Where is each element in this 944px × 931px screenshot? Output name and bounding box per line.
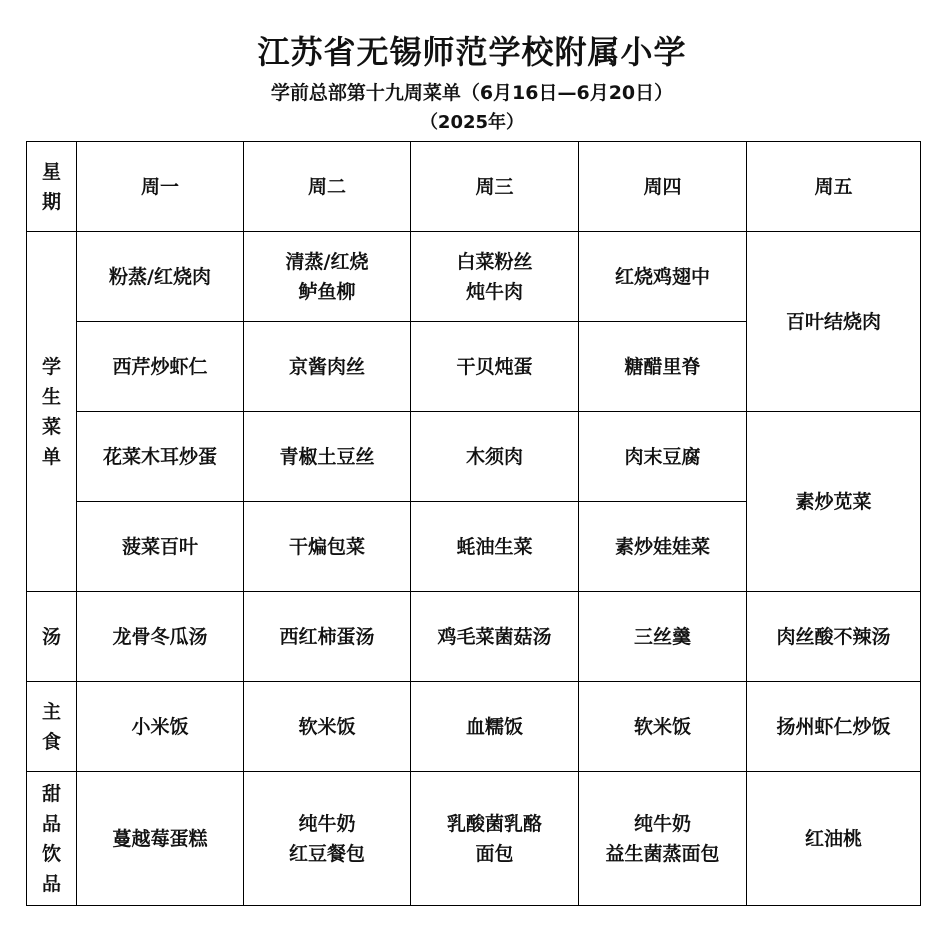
dish-name: 花菜木耳炒蛋	[102, 445, 217, 468]
dish-name: 蚝油生菜	[456, 535, 533, 558]
page-subtitle: 学前总部第十九周菜单（6月16日—6月20日）	[270, 82, 674, 104]
dish-cell	[77, 322, 244, 412]
dish-name: 粉蒸/红烧肉	[109, 265, 211, 288]
dessert-name: 纯牛奶	[633, 812, 691, 835]
weekday-label: 星期	[41, 160, 61, 213]
dish-name: 京酱肉丝	[288, 355, 365, 378]
dish-cell	[579, 232, 747, 322]
dessert-category-cell	[27, 772, 77, 906]
dish-cell	[411, 322, 579, 412]
dessert-label: 甜品饮品	[41, 782, 61, 895]
dish-cell	[579, 322, 747, 412]
dessert-name: 乳酸菌乳酪	[446, 812, 542, 835]
dish-name: 木须肉	[465, 445, 523, 468]
dish-name: 干煸包菜	[288, 535, 365, 558]
dish-cell	[244, 232, 411, 322]
dish-cell	[244, 412, 411, 502]
dessert-name: 蔓越莓蛋糕	[112, 827, 208, 850]
student-menu-row	[27, 232, 921, 322]
staple-cell: 软米饭	[244, 682, 411, 772]
year-label: （2025年）	[419, 112, 525, 133]
staple-cell: 血糯饭	[411, 682, 579, 772]
dish-cell	[579, 412, 747, 502]
day-header-monday: 周一	[77, 142, 244, 232]
dish-name: 红烧鸡翅中	[614, 265, 710, 288]
staple-label: 主食	[41, 700, 61, 753]
dessert-name: 纯牛奶	[298, 812, 356, 835]
dessert-row	[27, 772, 921, 906]
student-menu-category-cell	[27, 232, 77, 592]
corner-header-cell	[27, 142, 77, 232]
staple-category-cell	[27, 682, 77, 772]
student-menu-row	[27, 412, 921, 502]
dish-name: 清蒸/红烧	[285, 250, 369, 273]
dish-name: 菠菜百叶	[121, 535, 198, 558]
dessert-cell	[77, 772, 244, 906]
dessert-name: 面包	[475, 842, 514, 865]
soup-cell: 鸡毛菜菌菇汤	[411, 592, 579, 682]
soup-cell: 肉丝酸不辣汤	[747, 592, 921, 682]
dish-cell	[77, 232, 244, 322]
day-header-friday: 周五	[747, 142, 921, 232]
dish-cell	[579, 502, 747, 592]
header-row	[27, 142, 921, 232]
day-header-wednesday: 周三	[411, 142, 579, 232]
soup-cell: 西红柿蛋汤	[244, 592, 411, 682]
dish-cell	[411, 412, 579, 502]
dessert-cell	[747, 772, 921, 906]
weekly-menu-table	[26, 141, 921, 906]
dish-name: 青椒土豆丝	[279, 445, 375, 468]
dish-name: 西芹炒虾仁	[112, 355, 208, 378]
soup-label: 汤	[41, 625, 61, 648]
soup-cell: 三丝羹	[579, 592, 747, 682]
staple-row	[27, 682, 921, 772]
dish-name: 肉末豆腐	[624, 445, 701, 468]
dish-cell	[77, 502, 244, 592]
soup-category-cell	[27, 592, 77, 682]
dish-cell	[244, 502, 411, 592]
dish-cell-merged	[747, 232, 921, 412]
staple-cell: 软米饭	[579, 682, 747, 772]
dish-name: 炖牛肉	[465, 280, 523, 303]
dessert-name: 益生菌蒸面包	[605, 842, 720, 865]
dish-cell-merged	[747, 412, 921, 592]
day-header-thursday: 周四	[579, 142, 747, 232]
staple-cell: 小米饭	[77, 682, 244, 772]
student-menu-label: 学生菜单	[41, 355, 61, 468]
dessert-cell	[244, 772, 411, 906]
staple-cell: 扬州虾仁炒饭	[747, 682, 921, 772]
day-header-tuesday: 周二	[244, 142, 411, 232]
dish-name: 糖醋里脊	[624, 355, 701, 378]
page-title: 江苏省无锡师范学校附属小学	[257, 33, 687, 71]
dessert-name: 红豆餐包	[288, 842, 365, 865]
dessert-name: 红油桃	[804, 827, 862, 850]
dish-name: 素炒娃娃菜	[614, 535, 710, 558]
dish-cell	[411, 232, 579, 322]
dish-cell	[411, 502, 579, 592]
soup-row	[27, 592, 921, 682]
soup-cell: 龙骨冬瓜汤	[77, 592, 244, 682]
dish-name: 干贝炖蛋	[456, 355, 533, 378]
dish-name: 素炒苋菜	[795, 490, 872, 513]
dish-name: 鲈鱼柳	[298, 280, 356, 303]
dish-cell	[244, 322, 411, 412]
dish-cell	[77, 412, 244, 502]
dessert-cell	[579, 772, 747, 906]
dish-name: 白菜粉丝	[456, 250, 533, 273]
dessert-cell	[411, 772, 579, 906]
dish-name: 百叶结烧肉	[785, 310, 881, 333]
